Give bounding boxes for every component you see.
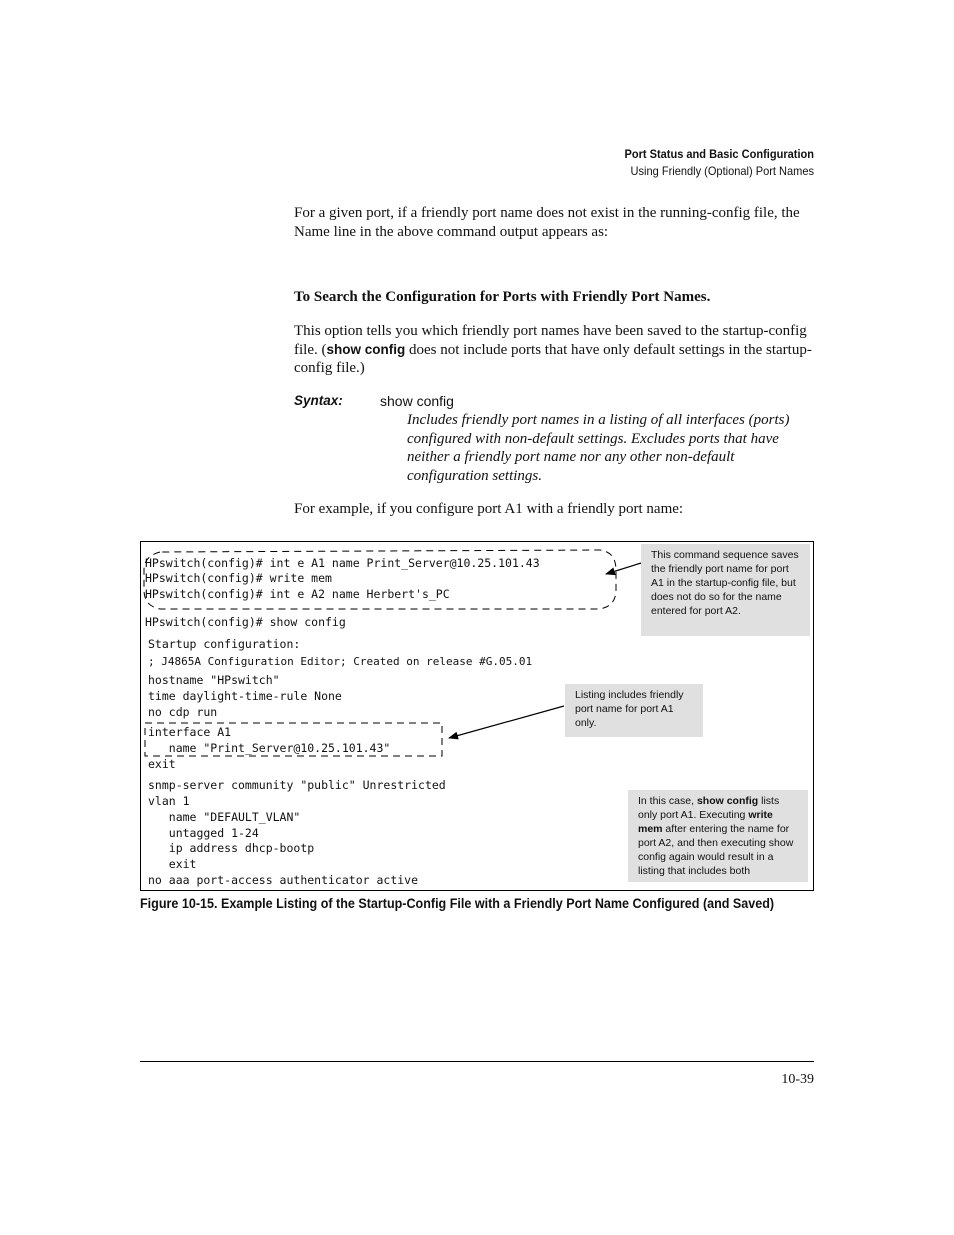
- config-line: no cdp run: [148, 705, 218, 719]
- callout3-text: after entering the name for port A2, and then executing show config again would result in a listing that includes both: [638, 823, 794, 877]
- option-text-before: This option tells you which friendly port names have been saved to the startup-config file. (: [294, 323, 807, 358]
- section-heading: To Search the Configuration for Ports with Friendly Port Names.: [294, 289, 711, 305]
- callout-command-sequence: This command sequence saves the friendly port name for port A1 in the startup-config file, but does not do so for the name entered for port A2.: [641, 544, 810, 636]
- footer-rule: [140, 1061, 814, 1062]
- config-line: untagged 1-24: [148, 826, 259, 840]
- callout3-bold: write mem: [638, 809, 773, 835]
- dashed-outline-commands: [144, 550, 616, 609]
- config-line: exit: [148, 757, 176, 771]
- cli-line-2: HPswitch(config)# write mem: [145, 571, 332, 585]
- config-line: Startup configuration:: [148, 637, 301, 651]
- syntax-label: Syntax:: [294, 393, 343, 408]
- config-line: name "DEFAULT_VLAN": [148, 810, 301, 824]
- config-line: exit: [148, 857, 197, 871]
- example-intro: For example, if you configure port A1 with a friendly port name:: [294, 501, 684, 517]
- arrow-to-commands: [606, 563, 641, 574]
- cli-line-3: HPswitch(config)# int e A2 name Herbert's_PC: [145, 587, 450, 601]
- syntax-command: show config: [380, 393, 454, 409]
- callout3-bold: show config: [696, 795, 759, 807]
- config-line: ; J4865A Configuration Editor; Created on release #G.05.01: [148, 655, 533, 668]
- figure-caption: Figure 10-15. Example Listing of the Startup-Config File with a Friendly Port Name Configured (and Saved): [140, 896, 775, 911]
- running-header-subtitle: Using Friendly (Optional) Port Names: [630, 164, 814, 178]
- intro-paragraph: For a given port, if a friendly port name does not exist in the running-config file, the Name line in the above command output appears as:: [294, 205, 800, 240]
- syntax-description: Includes friendly port names in a listing of all interfaces (ports) configured with non-default settings. Excludes ports that have neither a friendly port name nor any other non-default configuration settings.: [407, 412, 790, 484]
- config-line: name "Print_Server@10.25.101.43": [148, 741, 391, 755]
- cli-line-4: HPswitch(config)# show config: [145, 615, 346, 629]
- option-text-after: does not include ports that have only default settings in the startup-config file.): [294, 341, 812, 376]
- running-header-title: Port Status and Basic Configuration: [624, 147, 814, 161]
- config-line: vlan 1: [148, 794, 190, 808]
- page-number: 10-39: [781, 1072, 814, 1087]
- callout3-text: In this case,: [638, 795, 697, 807]
- config-line: no aaa port-access authenticator active: [148, 873, 419, 887]
- config-line: time daylight-time-rule None: [148, 689, 342, 703]
- callout-listing: Listing includes friendly port name for port A1 only.: [565, 684, 703, 737]
- config-line: ip address dhcp-bootp: [148, 841, 315, 855]
- cli-line-1: HPswitch(config)# int e A1 name Print_Server@10.25.101.43: [145, 556, 540, 570]
- dashed-outline-interface: [145, 723, 442, 756]
- arrow-to-interface: [449, 706, 564, 738]
- config-line: interface A1: [148, 725, 232, 739]
- callout3-text: lists only port A1. Executing: [638, 795, 780, 821]
- config-line: snmp-server community "public" Unrestricted: [148, 778, 446, 792]
- config-line: hostname "HPswitch": [148, 673, 280, 687]
- show-config-keyword: show config: [326, 341, 406, 357]
